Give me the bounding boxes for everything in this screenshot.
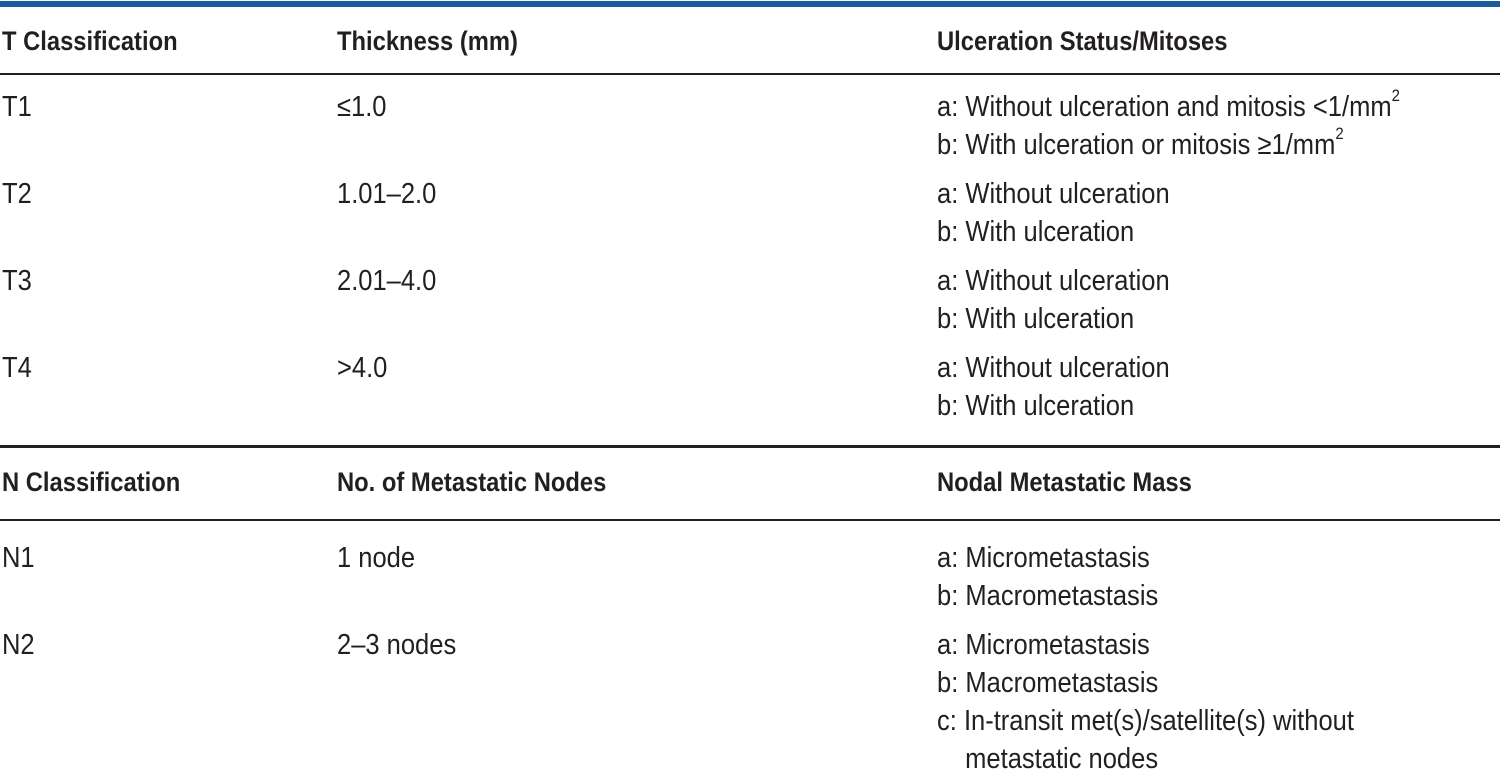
n2-mass xyxy=(937,626,1354,778)
mass-line: b: Macrometastasis xyxy=(937,667,1159,699)
mass-line: b: Macrometastasis xyxy=(937,580,1159,612)
t2-status xyxy=(937,175,1170,251)
t1-thickness: ≤1.0 xyxy=(337,91,387,123)
mass-line: c: In-transit met(s)/satellite(s) without xyxy=(937,705,1354,737)
t1-classification: T1 xyxy=(2,91,32,123)
metastatic-nodes-header: No. of Metastatic Nodes xyxy=(337,467,607,497)
t-classification-header: T Classification xyxy=(2,26,178,56)
status-line: b: With ulceration xyxy=(937,303,1135,335)
t3-status xyxy=(937,262,1170,338)
t2-classification: T2 xyxy=(2,178,32,210)
n2-classification: N2 xyxy=(2,629,35,661)
header-rule xyxy=(0,73,1500,75)
status-line: a: Without ulceration xyxy=(937,178,1170,210)
mass-line: a: Micrometastasis xyxy=(937,629,1150,661)
section-divider-rule xyxy=(0,445,1500,448)
t4-status xyxy=(937,349,1170,425)
t3-classification: T3 xyxy=(2,265,32,297)
n1-mass xyxy=(937,539,1158,615)
status-line: a: Without ulceration xyxy=(937,265,1170,297)
n2-nodes: 2–3 nodes xyxy=(337,629,457,661)
header-rule xyxy=(0,519,1500,521)
t3-thickness: 2.01–4.0 xyxy=(337,265,437,297)
status-line: b: With ulceration xyxy=(937,216,1135,248)
top-rule xyxy=(0,1,1500,7)
status-line: a: Without ulceration and mitosis $<1/mm^2$ xyxy=(937,86,1400,123)
status-line: b: With ulceration xyxy=(937,390,1135,422)
t1-status xyxy=(937,88,1400,164)
n1-nodes: 1 node xyxy=(337,542,416,574)
nodal-mass-header: Nodal Metastatic Mass xyxy=(937,467,1192,497)
n1-classification: N1 xyxy=(2,542,35,574)
t4-classification: T4 xyxy=(2,352,32,384)
n-classification-header: N Classification xyxy=(2,467,181,497)
status-line: a: Without ulceration xyxy=(937,352,1170,384)
status-line: b: With ulceration or mitosis $\ge 1/mm^2$ xyxy=(937,124,1344,161)
thickness-header: Thickness (mm) xyxy=(337,26,518,56)
t2-thickness: 1.01–2.0 xyxy=(337,178,437,210)
t4-thickness: >4.0 xyxy=(337,352,388,384)
mass-line-continuation: metastatic nodes xyxy=(965,743,1159,775)
mass-line: a: Micrometastasis xyxy=(937,542,1150,574)
ulceration-status-header: Ulceration Status/Mitoses xyxy=(937,26,1228,56)
